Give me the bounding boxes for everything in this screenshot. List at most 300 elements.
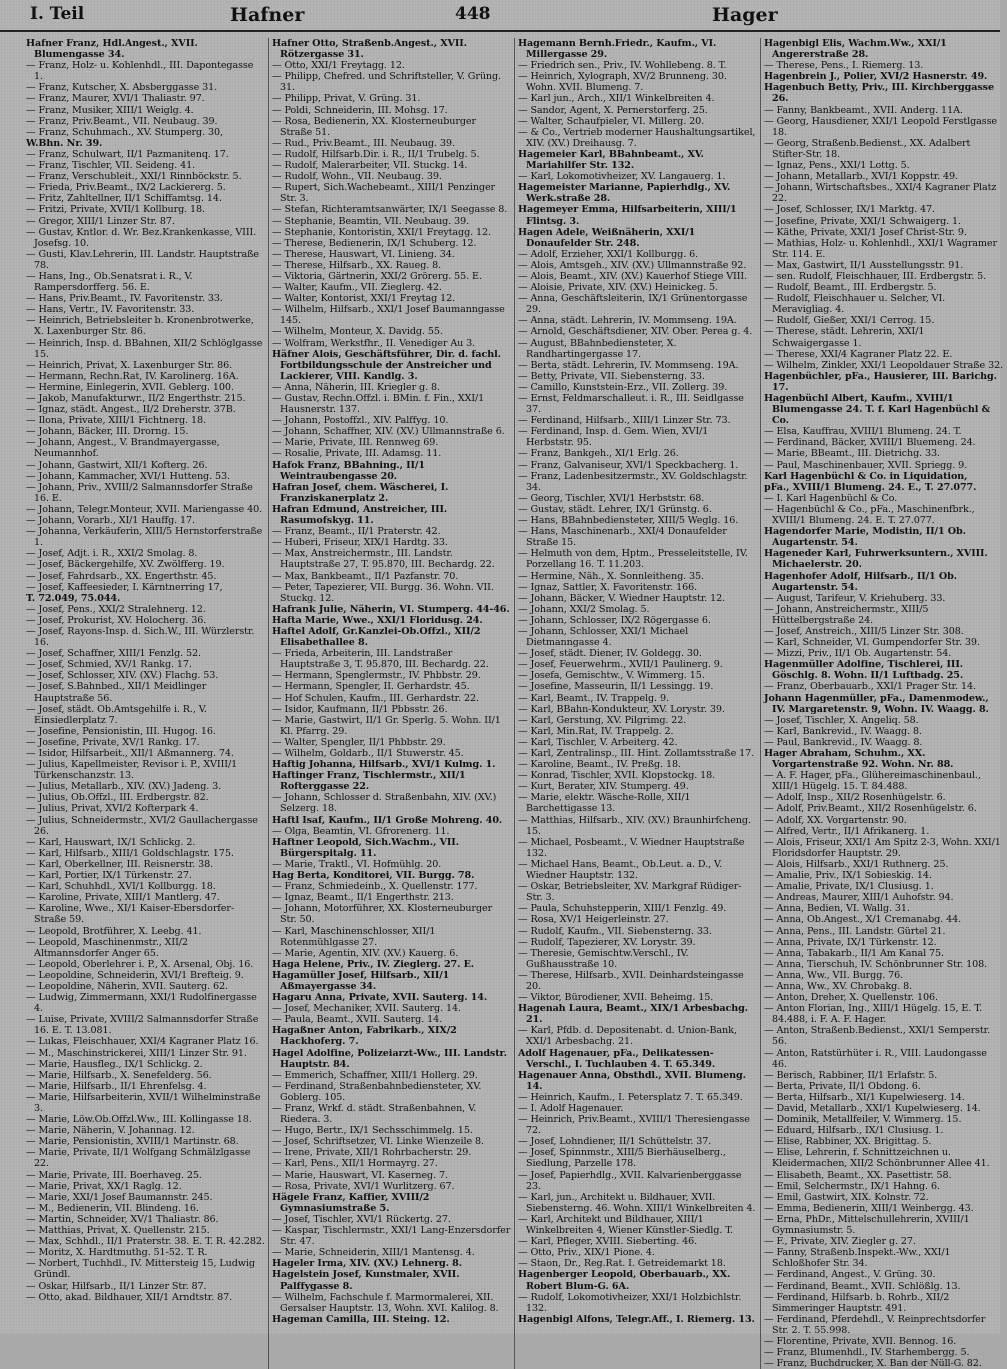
directory-entry: — Josefine, Private, XXI/1 Schwaigerg. 1. bbox=[764, 215, 961, 227]
directory-entry: — Georg, Hausdiener, XXI/1 Leopold Ferstlgasse 18. bbox=[764, 115, 998, 138]
directory-entry: — Mathias, Holz- u. Kohlenhdl., XXI/1 Wagramer Str. 114. E. bbox=[764, 237, 997, 260]
directory-entry: pFa., XVIII/1 Blumeng. 24. E., T. 27.077. bbox=[764, 481, 977, 493]
directory-entry: — Heinrich, Privat, X. Laxenburger Str. 86. bbox=[26, 359, 233, 371]
directory-entry: — Arnold, Geschäftsdiener, XIV. Ober. Perea g. 4. bbox=[518, 326, 753, 338]
column-2 bbox=[272, 38, 515, 1369]
directory-entry: — Elise, Rabbiner, XX. Brigittag. 5. bbox=[764, 1136, 932, 1148]
directory-entry: — Adolf, Insp., XII/2 Rosenhügelstr. 6. bbox=[764, 792, 946, 804]
directory-entry: — Josef, Schriftsetzer, VI. Linke Wienzeile 8. bbox=[272, 1136, 484, 1148]
directory-entry: Hagenberger Leopold, Oberbauarb., XX. Robert Blum-G. 6A. bbox=[518, 1269, 731, 1292]
directory-entry: — Josefine, Masseurin, II/1 Lessingg. 19. bbox=[518, 681, 714, 693]
directory-entry: — Frieda, Arbeiterin, III. Landstraßer Hauptstraße 3, T. 95.870, III. Bechardg. 22. bbox=[272, 648, 489, 671]
directory-entry: — Hermann, Rechn.Rat, IV. Karolinerg. 16A. bbox=[26, 370, 239, 382]
directory-entry: — Dominik, Metallfeiler, V. Wimmerg. 15. bbox=[764, 1114, 962, 1126]
directory-entry: — Johanna, Verkäuferin, XIII/5 Hernstorferstraße 1. bbox=[26, 526, 263, 549]
directory-entry: — Marie, BBeamt., III. Dietrichg. 33. bbox=[764, 448, 940, 460]
directory-entry: — Theresie, Gemischtw.Verschl., IV. Gußhausstraße 10. bbox=[518, 947, 689, 970]
directory-entry: — Viktor, Bürodiener, XVII. Beheimg. 15. bbox=[518, 992, 714, 1004]
directory-entry: Hagenah Laura, Beamt., XIX/1 Arbesbachg. 21. bbox=[518, 1003, 748, 1026]
directory-entry: Häfner Alois, Geschäftsführer, Dir. d. fachl. Fortbildungsschule der Anstreicher und Lackierer, VIII. Kandlg. 3. bbox=[272, 348, 501, 382]
directory-entry: — & Co., Vertrieb moderner Haushaltungsartikel, XIV. (XV.) Dreihausg. 7. bbox=[518, 126, 756, 149]
directory-entry: — Otto, XXI/1 Freytagg. 12. bbox=[272, 60, 405, 72]
directory-entry: — Anna, Ww., VII. Burgg. 76. bbox=[764, 969, 904, 981]
directory-entry: — Johann, Angest., V. Brandmayergasse, Neumannhof. bbox=[26, 437, 220, 460]
directory-entry: — Elise, Lehrerin, f. Schnittzeichnen u. Kleidermachen, XII/2 Schönbrunner Allee 41. bbox=[764, 1147, 990, 1170]
directory-entry: — Georg, Straßenb.Bedienst., XX. Adalbert Stifter-Str. 18. bbox=[764, 137, 971, 160]
directory-entry: — Leopold, Brotführer, X. Leebg. 41. bbox=[26, 925, 202, 937]
directory-entry: Hager Abraham, Schuhm., XX. Vorgartenstraße 92. Wohn. Nr. 88. bbox=[764, 748, 954, 771]
directory-entry: — Franz, Schulwart, II/1 Pazmanitenq. 17. bbox=[26, 148, 229, 160]
directory-entry: — Rudolf, Malerarbeiter, VII. Stuckg. 14. bbox=[272, 160, 468, 172]
directory-entry: — Therese, Hauswart, VI. Linieng. 34. bbox=[272, 248, 455, 260]
directory-entry: — M., Bedienerin, VII. Blindeng. 16. bbox=[26, 1202, 199, 1214]
directory-entry: — Josef, Anstreich., XIII/5 Linzer Str. 308. bbox=[764, 625, 964, 637]
directory-entry: — Berisch, Rabbiner, II/1 Erlafstr. 5. bbox=[764, 1069, 938, 1081]
directory-entry: — Kurt, Berater, XIV. Stumperg. 49. bbox=[518, 781, 689, 793]
directory-entry: — Wolfram, Werkstfhr., II. Venediger Au 3. bbox=[272, 337, 476, 349]
directory-entry: — Ferdinand, Bäcker, XVIII/1 Bluemeng. 24. bbox=[764, 437, 976, 449]
directory-entry: — Franz, Maurer, XVI/1 Thaliastr. 97. bbox=[26, 93, 205, 105]
directory-entry: — Karl, Zentralinsp., III. Hint. Zollamtsstraße 17. bbox=[518, 748, 755, 759]
directory-entry: — Fritzi, Private, XVII/1 Kollburg. 18. bbox=[26, 204, 205, 216]
directory-entry: — Therese, Hilfsarb., XVII. Deinhardsteingasse 20. bbox=[518, 969, 744, 992]
directory-entry: — Karl, Schuhhdl., XVI/1 Kollburgg. 18. bbox=[26, 881, 216, 893]
directory-entry: — Franz, Holz- u. Kohlenhdl., III. Dapontegasse 1. bbox=[26, 60, 254, 83]
directory-entry: — Fanny, Bankbeamt., XVII. Anderg. 11A. bbox=[764, 104, 963, 116]
header-left-name: Hafner bbox=[230, 4, 305, 26]
directory-entry: — Hagenbüchl & Co., pFa., Maschinenfbrk., XVIII/1 Blumeng. 24. E. T. 27.077. bbox=[764, 503, 975, 527]
directory-entry: — Karoline, Wwe., XI/1 Kaiser-Ebersdorfer-Straße 59. bbox=[26, 903, 234, 926]
directory-entry: — Max, Anstreichermstr., III. Landstr. Hauptstraße 27, T. 95.870, III. Bechardg. 22. bbox=[272, 548, 495, 571]
directory-entry: — Fanny, Straßenb.Inspekt.-Ww., XXI/1 Schloßhofer Str. 34. bbox=[764, 1247, 951, 1270]
directory-entry: — Ignaz, städt. Angest., II/2 Dreherstr. 37B. bbox=[26, 404, 236, 416]
directory-entry: — Max, Schhdl., II/1 Praterstr. 38. E. T. R. 42.282. bbox=[26, 1236, 265, 1248]
directory-entry: — Ignaz, Beamt., II/1 Engerthstr. 213. bbox=[272, 892, 454, 904]
directory-entry: Haftl Isaf, Kaufm., II/1 Große Mohreng. 40. bbox=[272, 814, 503, 826]
directory-entry: — Johann, Schlosser, XXI/1 Michael Dietmanngasse 4. bbox=[518, 625, 689, 649]
directory-entry: — Heinrich, Xylograph, XV/2 Brunneng. 30. Wohn. XVII. Blumeng. 7. bbox=[518, 71, 727, 94]
directory-entry: — Ferdinand, Insp. d. Gem. Wien, XVI/1 Herbststr. 95. bbox=[518, 426, 709, 449]
directory-entry: — Karl, Oberkellner, III. Reisnerstr. 38. bbox=[26, 858, 214, 870]
directory-entry: — Johann, Schlosser, IX/2 Rögergasse 6. bbox=[518, 614, 711, 626]
directory-entry: — Marie, Hilfsarb., X. Senefelderg. 56. bbox=[26, 1069, 212, 1081]
directory-entry: — Franz, Schmiedeinb., X. Quellenstr. 177. bbox=[272, 881, 478, 893]
directory-entry: — Wilhelm, Zinkler, XXI/1 Leopoldauer Straße 32. bbox=[764, 359, 1004, 371]
directory-entry: — Stephanie, Kontoristin, XXI/1 Freytagg. 12. bbox=[272, 226, 491, 238]
directory-entry: — Julius, Kapellmeister, Revisor i. P., XVIII/1 Türkenschanzstr. 13. bbox=[26, 759, 238, 782]
directory-entry: — Sandor, Agent, X. Pernerstorferg. 25. bbox=[518, 104, 708, 116]
directory-entry: — Philipp, Chefred. und Schriftsteller, V. Grüng. 31. bbox=[272, 71, 501, 94]
directory-entry: — Emmerich, Schaffner, XIII/1 Hollerg. 29. bbox=[272, 1069, 478, 1081]
directory-entry: — Käthe, Private, XXI/1 Josef Christ-Str. 9. bbox=[764, 226, 967, 238]
directory-entry: — Josef, Adjt. i. R., XXI/2 Smolag. 8. bbox=[26, 548, 198, 560]
directory-entry: — Hermann, Spengler, II. Gerhardstr. 45. bbox=[272, 681, 470, 693]
directory-entry: — Johann, Wirtschaftsbes., XXI/4 Kagraner Platz 22. bbox=[764, 182, 997, 205]
directory-entry: — Anna, Private, IX/1 Türkenstr. 12. bbox=[764, 936, 937, 948]
directory-entry: — Paula, Beamt., XVII. Sauterg. 14. bbox=[272, 1014, 443, 1026]
directory-entry: — Franz, Beamt., II/1 Praterstr. 42. bbox=[272, 526, 441, 538]
directory-entry: — Emil, Gastwirt, XIX. Kolnstr. 72. bbox=[764, 1191, 929, 1203]
directory-entry: — Hans, Vertr., IV. Favoritenstr. 33. bbox=[26, 304, 195, 316]
directory-entry: — Rudolf, Hilfsarb.Dir. i. R., II/1 Trubelg. 5. bbox=[272, 148, 480, 160]
directory-entry: — Julius, Metallarb., XIV. (XV.) Jadeng. 3. bbox=[26, 781, 222, 793]
directory-entry: — Franz, Musiker, XIII/1 Weiglg. 4. bbox=[26, 104, 194, 116]
part-label: I. Teil bbox=[30, 4, 85, 24]
directory-entry: — Wilhelm, Fachschule f. Marmormalerei, XII. Gersalser Hauptstr. 13, Wohn. XVI. Kalilog. 8. bbox=[272, 1291, 499, 1314]
directory-entry: — Ferdinand, Beamt., XVII. Schlößlg. 13. bbox=[764, 1280, 961, 1292]
directory-entry: — Staon, Dr., Reg.Rat. I. Getreidemarkt 18. bbox=[518, 1258, 726, 1270]
directory-entry: — Therese, XXI/4 Kagraner Platz 22. E. bbox=[764, 348, 953, 360]
directory-entry: — Josefine, Private, XV/1 Rankg. 17. bbox=[26, 736, 200, 748]
directory-entry: — I. Adolf Hagenauer. bbox=[518, 1103, 624, 1114]
directory-entry: — Hans, Priv.Beamt., IV. Favoritenstr. 33. bbox=[26, 293, 223, 305]
directory-entry: — Betty, Private, VII. Siebensterng. 33. bbox=[518, 370, 705, 382]
directory-entry: — Karl, Bankrevid., IV. Waagg. 8. bbox=[764, 725, 922, 737]
directory-entry: — Josef, Tischler, XVI/1 Rückertg. 27. bbox=[272, 1213, 451, 1225]
directory-entry: — Josef, Tischler, X. Angeliq. 58. bbox=[764, 714, 919, 726]
directory-entry: — Max, Bankbeamt., II/1 Pazfanstr. 70. bbox=[272, 570, 459, 582]
directory-entry: — Johann, Priv., XVIII/2 Salmannsdorfer Straße 16. E. bbox=[26, 481, 253, 504]
directory-entry: — Karl jun., Arch., XII/1 Winkelbreiten 4. bbox=[518, 93, 715, 105]
directory-entry: — Karl, Pfdb. d. Depositenabt. d. Union-Bank, XXI/1 Arbesbachg. 21. bbox=[518, 1025, 737, 1048]
directory-entry: — Johann, Gastwirt, XII/1 Kofterg. 26. bbox=[26, 459, 208, 471]
directory-entry: — Josefine, Pensionistin, III. Hugog. 16. bbox=[26, 725, 216, 737]
directory-entry: Hagenmüller Adolfine, Tischlerei, III. Göschlg. 8. Wohn. II/1 Luftbadg. 25. bbox=[764, 659, 964, 682]
directory-entry: — Anna, Näherin, III. Kriegler g. 8. bbox=[272, 381, 440, 393]
directory-entry: — Hugo, Bertr., IX/1 Sechsschimmelg. 15. bbox=[272, 1125, 473, 1137]
directory-entry: — Hof Schulen, Kaufm., III. Gerhardstr. 22. bbox=[272, 692, 479, 704]
directory-entry: — Leopoldine, Schneiderin, XVI/1 Brefteig. 9. bbox=[26, 969, 244, 981]
directory-entry: — Alois, Amtsgeh., XIV. (XV.) Ullmannstraße 92. bbox=[518, 259, 747, 271]
directory-entry: Hagel Adolfine, Polizeiarzt-Ww., III. Landstr. Hauptstr. 84. bbox=[272, 1047, 507, 1070]
directory-entry: — Walter, Schaufpieler, VI. Millerg. 20. bbox=[518, 115, 705, 127]
directory-entry: — Rudolf, Lokomotivheizer, XXI/1 Holzbichlstr. 132. bbox=[518, 1291, 742, 1314]
directory-entry: — Anton, Dreher, X. Quellenstr. 106. bbox=[764, 992, 938, 1004]
directory-entry: — Franz, Priv.Beamt., VII. Neubaug. 39. bbox=[26, 115, 218, 127]
directory-entry: Hagenhofer Adolf, Hilfsarb., II/1 Ob. Augartenstr. 54. bbox=[764, 570, 957, 593]
directory-entry: — Josef, Pens., XXI/2 Stralehnerg. 12. bbox=[26, 603, 206, 615]
directory-entry: — Berta, Private, II/1 Obdong. 6. bbox=[764, 1080, 921, 1092]
directory-entry: — Karl, Architekt und Bildhauer, XIII/1 Winkelbreiten 4, Wiener Künstler-Siedlg. T. bbox=[518, 1213, 734, 1237]
directory-entry: — Gregor, XIII/1 Linzer Str. 87. bbox=[26, 215, 175, 227]
directory-entry: — Rud., Priv.Beamt., III. Neubaug. 39. bbox=[272, 137, 455, 149]
directory-entry: — Josef, Schmied, XV/1 Rankg. 17. bbox=[26, 659, 192, 671]
directory-entry: Hagenbuch Betty, Priv., III. Kirchberggasse 26. bbox=[764, 82, 994, 105]
directory-entry: — Johann, Schlosser d. Straßenbahn, XIV. (XV.) Selzerg. 18. bbox=[272, 792, 497, 815]
directory-entry: — Hans, Maschinenarb., XXI/4 Donaufelder Straße 15. bbox=[518, 526, 727, 549]
column-1 bbox=[26, 38, 269, 1369]
directory-entry: — August, BBahnbediensteter, X. Randhartingergasse 17. bbox=[518, 337, 677, 360]
directory-entry: Hafta Marie, Wwe., XXI/1 Floridusg. 24. bbox=[272, 614, 483, 626]
directory-entry: — Marie, elektr. Wäsche-Rolle, XII/1 Barchettigasse 13. bbox=[518, 792, 691, 815]
directory-entry: — Marie, Privat, XX/1 Raglg. 12. bbox=[26, 1180, 182, 1192]
directory-entry: — Jakob, Manufakturwr., II/2 Engerthstr. 215. bbox=[26, 393, 246, 404]
directory-entry: — Ernst, Feldmarschalleut. i. R., III. Seidlgasse 37. bbox=[518, 393, 744, 416]
directory-entry: — Marie, Pensionistin, XVIII/1 Martinstr. 68. bbox=[26, 1136, 239, 1148]
directory-entry: — Marie, Private, III. Rennweg 69. bbox=[272, 437, 439, 449]
directory-entry: Hagamüller Josef, Hilfsarb., XII/1 Aßmayergasse 34. bbox=[272, 969, 450, 992]
directory-entry: — Rosalie, Private, III. Adamsg. 11. bbox=[272, 448, 442, 460]
directory-entry: Haftinger Franz, Tischlermstr., XII/1 Rofterggasse 22. bbox=[272, 770, 466, 793]
directory-entry: — Georg, Tischler, XVI/1 Herbststr. 68. bbox=[518, 492, 705, 504]
directory-entry: — Martin, Schneider, XV/1 Thaliastr. 86. bbox=[26, 1213, 219, 1225]
directory-entry: Hag Berta, Konditorei, VII. Burgg. 78. bbox=[272, 870, 475, 882]
directory-entry: — Josef, Bäckergehilfe, XV. Zwölfferg. 19. bbox=[26, 559, 225, 571]
directory-entry: — Heinrich, Betriebsleiter b. Kronenbrotwerke, X. Laxenburger Str. 86. bbox=[26, 315, 254, 338]
directory-entry: — Karoline, Beamt., IV. Preßg. 18. bbox=[518, 759, 681, 771]
directory-entry: — Karl, Schneider, VI. Gumpendorfer Str. 39. bbox=[764, 637, 980, 649]
directory-entry: — Michael, Posbeamt., V. Wiedner Hauptstraße 132. bbox=[518, 836, 745, 859]
directory-entry: — Julius, Schneidermstr., XVI/2 Gaullachergasse 26. bbox=[26, 814, 258, 837]
directory-entry: — Gusti, Klav.Lehrerin, III. Landstr. Hauptstraße 78. bbox=[26, 248, 259, 271]
directory-entry: — Helmuth von dem, Hptm., Presseleitstelle, IV. Porzellang 16. T. 11.203. bbox=[518, 548, 748, 571]
directory-entry: — Irene, Private, XII/1 Rohrbacherstr. 29. bbox=[272, 1147, 472, 1159]
directory-entry: — Ferdinand, Hilfsarb. b. Rohrb., XII/2 Simmeringer Hauptstr. 491. bbox=[764, 1291, 950, 1314]
directory-entry: — Therese, Pens., I. Riemerg. 13. bbox=[764, 60, 924, 72]
directory-entry: — Friedrich sen., Priv., IV. Wohllebeng. 8. T. bbox=[518, 60, 727, 72]
directory-entry: — Rosa, Private, XVI/1 Wurlitzerg. 67. bbox=[272, 1180, 455, 1192]
directory-entry: — Franz, Blumenhdl., IV. Starhembergg. 5. bbox=[764, 1347, 970, 1359]
directory-entry: — Stephanie, Beamtin, VII. Neubaug. 39. bbox=[272, 215, 470, 227]
directory-entry: — Karl, Hauswart, IX/1 Schlickg. 2. bbox=[26, 836, 196, 848]
directory-entry: — Karl, Gerstung, XV. Pilgrimg. 22. bbox=[518, 714, 687, 726]
directory-entry: — Anton, Ratstürhüter i. R., VIII. Laudongasse 46. bbox=[764, 1047, 987, 1070]
column-4 bbox=[764, 38, 1007, 1369]
directory-entry: Hagemeyer Emma, Hilfsarbeiterin, XIII/1 Flintsg. 3. bbox=[518, 204, 737, 227]
directory-entry: Hageler Irma, XIV. (XV.) Lehnerg. 8. bbox=[272, 1258, 462, 1270]
directory-entry: — Emil, Selchermstr., IX/1 Hahng. 6. bbox=[764, 1180, 940, 1192]
directory-entry: — Amalie, Priv., IX/1 Sobieskig. 14. bbox=[764, 870, 932, 882]
directory-entry: — Johann, Anstreichermstr., XIII/5 Hüttelbergstraße 24. bbox=[764, 603, 929, 626]
directory-entry: — Ignaz, Pens., XXI/1 Lottg. 5. bbox=[764, 160, 910, 172]
directory-entry: — Karl, Tischler, V. Arbeiterg. 42. bbox=[518, 736, 678, 748]
directory-entry: — Johann, Bäcker, V. Wiedner Hauptstr. 12. bbox=[518, 592, 726, 604]
directory-entry: — Anna, Pens., III. Landstr. Gürtel 21. bbox=[764, 925, 946, 937]
directory-entry: — Franz, Bankgeh., XI/1 Erlg. 26. bbox=[518, 448, 679, 460]
directory-columns bbox=[26, 38, 1004, 1369]
directory-entry: — Johann, Telegr.Monteur, XVII. Mariengasse 40. bbox=[26, 503, 263, 515]
directory-entry: — Gustav, Kntlor. d. Wr. Bez.Krankenkasse, VIII. Josefsg. 10. bbox=[26, 226, 257, 249]
directory-entry: — Stefan, Richteramtsanwärter, IX/1 Seegasse 8. bbox=[272, 204, 508, 216]
directory-entry: — Gustav, städt. Lehrer, IX/1 Grünstg. 6. bbox=[518, 503, 712, 515]
directory-entry: — Therese, Hilfsarb., XX. Raueg. 8. bbox=[272, 259, 442, 271]
directory-entry: — Alois, Hilfsarb., XXI/1 Ruthnerg. 25. bbox=[764, 858, 949, 870]
directory-entry: — Josef, Prokurist, XV. Holocherg. 36. bbox=[26, 614, 207, 626]
directory-entry: — A. F. Hager, pFa., Glühereimaschinenbaul., XIII/1 Hügelg. 15. T. 84.488. bbox=[764, 770, 981, 793]
directory-entry: — Adolf, Erzieher, XXI/1 Kollburgg. 6. bbox=[518, 248, 699, 260]
directory-entry: Hafrank Julie, Näherin, VI. Stumperg. 44-46. bbox=[272, 603, 510, 615]
directory-entry: — Anna, Geschäftsleiterin, IX/1 Grünentorgasse 29. bbox=[518, 293, 748, 316]
directory-entry: Hagenbrein J., Polier, XVI/2 Hasnerstr. 49. bbox=[764, 71, 988, 83]
directory-entry: — Therese, städt. Lehrerin, XXI/1 Schwaigergasse 1. bbox=[764, 326, 925, 349]
directory-entry: Hagendorfer Marie, Modistin, II/1 Ob. Augartenstr. 54. bbox=[764, 526, 966, 549]
directory-entry: — Ferdinand, Straßenbahnbediensteter, XV. Goblerg. 105. bbox=[272, 1080, 482, 1103]
directory-entry: — Franz, Wrkf. d. städt. Straßenbahnen, V. Riedera. 3. bbox=[272, 1103, 477, 1126]
directory-entry: — Oskar, Hilfsarb., II/1 Linzer Str. 87. bbox=[26, 1280, 207, 1292]
directory-entry: — Max, Gastwirt, II/1 Ausstellungsstr. 91. bbox=[764, 259, 964, 271]
directory-entry: — Leopoldine, Näherin, XVII. Sauterg. 62. bbox=[26, 980, 228, 992]
directory-entry: — Elsa, Kauffrau, XVIII/1 Blumeng. 24. T. bbox=[764, 426, 962, 438]
directory-entry: — Walter, Kaufm., VII. Zieglerg. 42. bbox=[272, 282, 442, 294]
directory-entry: — Josef, Schaffner, XIII/1 Fenzlg. 52. bbox=[26, 648, 201, 660]
directory-entry: — Moritz, X. Hardtmuthg. 51-52. T. R. bbox=[26, 1247, 208, 1259]
directory-entry: — Alois, Friseur, XXI/1 Am Spitz 2-3, Wohn. XXI/1 Floridsdorfer Hauptstr. 29. bbox=[764, 836, 1001, 859]
directory-entry: — Josef, Schlosser, XIV. (XV.) Flachg. 53. bbox=[26, 670, 219, 682]
directory-entry: — Luise, Private, XVIII/2 Salmannsdorfer Straße 16. E. T. 13.081. bbox=[26, 1014, 259, 1037]
directory-entry: — Rupert, Sich.Wachebeamt., XIII/1 Penzinger Str. 3. bbox=[272, 182, 496, 205]
directory-entry: — Josef, Fahrdsarb., XX. Engerthstr. 45. bbox=[26, 570, 217, 582]
directory-entry: — Adolf, Priv.Beamt., XII/2 Rosenhügelstr. 6. bbox=[764, 803, 977, 815]
directory-entry: — Emma, Bedienerin, XIII/1 Weinbergg. 43. bbox=[764, 1202, 974, 1214]
directory-entry: — Matthias, Hilfsarb., XIV. (XV.) Braunhirfcheng. 15. bbox=[518, 814, 751, 837]
directory-entry: — Otto, Priv., XIX/1 Pione. 4. bbox=[518, 1247, 655, 1259]
directory-entry: — Paul, Bankrevid., IV. Waagg. 8. bbox=[764, 736, 923, 748]
directory-entry: Hagemann Bernh.Friedr., Kaufm., VI. Millergasse 29. bbox=[518, 38, 717, 61]
directory-entry: — Ferdinand, Hilfsarb., XIII/1 Linzer Str. 73. bbox=[518, 415, 731, 427]
directory-entry: Hagenbigl Alfons, Telegr.Aff., I. Riemerg. 13. bbox=[518, 1313, 755, 1325]
column-3 bbox=[518, 38, 761, 1369]
directory-entry: — Josef, Papierhdlg., XVII. Kalvarienberggasse 23. bbox=[518, 1169, 742, 1192]
directory-entry: — Franz, Ladenbesitzermstr., XV. Goldschlagstr. 34. bbox=[518, 470, 748, 493]
directory-entry: — F., Private, XIV. Ziegler g. 27. bbox=[764, 1236, 916, 1248]
directory-entry: — Olga, Beamtin, VI. Gfrorenerg. 11. bbox=[272, 825, 450, 837]
directory-entry: — Johann, Kammacher, XVI/1 Hutteng. 53. bbox=[26, 470, 230, 482]
directory-entry: — Julius, Privat, XVI/2 Kofterpark 4. bbox=[26, 803, 199, 815]
directory-entry: — Karl, BBahn-Kondukteur, XV. Lorystr. 39. bbox=[518, 703, 725, 715]
directory-entry: — Johann, Metallarb., XVI/1 Koppstr. 49. bbox=[764, 171, 958, 183]
directory-entry: — Berta, Hilfsarb., XI/1 Kupelwieserg. 14. bbox=[764, 1091, 965, 1103]
directory-entry: Haga Helene, Priv., IV. Zieglerg. 27. E. bbox=[272, 958, 475, 970]
directory-entry: — I. Karl Hagenbüchl & Co. bbox=[764, 492, 898, 504]
directory-entry: — Rudolf, Fleischhauer u. Selcher, VI. Meravigliag. 4. bbox=[764, 293, 946, 316]
directory-entry: — Karl, Beamt., IV. Trappelg. 9. bbox=[518, 692, 669, 704]
directory-entry: — Ludwig, Zimmermann, XXI/1 Rudolfinergasse 4. bbox=[26, 992, 257, 1015]
directory-entry: — Franz, Schuhmach., XV. Stumperg. 30, bbox=[26, 126, 223, 138]
directory-entry: — Anna, Tierschuh, IV. Schönbrunner Str. 108. bbox=[764, 958, 988, 970]
directory-entry: — Paul, Maschinenbauer, XVII. Spriegg. 9. bbox=[764, 459, 968, 471]
directory-entry: — Kaspar, Tischlermstr., XXI/1 Lang-Enzersdorfer Str. 47. bbox=[272, 1225, 511, 1248]
directory-entry: — Karl, Lokomotivheizer, XV. Langauerg. 1. bbox=[518, 171, 726, 183]
directory-entry: — Leopold, Maschinenmstr., XII/2 Altmannsdorfer Anger 65. bbox=[26, 936, 188, 959]
directory-entry: Hageman Camilla, III. Steing. 12. bbox=[272, 1313, 450, 1325]
directory-entry: — Josef, Schlosser, IX/1 Marktg. 47. bbox=[764, 204, 935, 216]
directory-entry: Hafran Josef, chem. Wäscherei, I. Franziskanerplatz 2. bbox=[272, 481, 449, 504]
directory-entry: — Marie, XXI/1 Josef Baumannstr. 245. bbox=[26, 1191, 213, 1203]
directory-entry: — Andreas, Maurer, XIII/1 Auhofstr. 94. bbox=[764, 892, 954, 904]
directory-entry: Hageneder Karl, Fuhrwerksuntern., XVIII. Michaelerstr. 20. bbox=[764, 548, 988, 571]
directory-entry: — Karl, Portier, IX/1 Türkenstr. 27. bbox=[26, 870, 192, 882]
directory-entry: — Franz, Oberbauarb., XXI/1 Prager Str. 14. bbox=[764, 681, 976, 693]
directory-entry: Hafner Franz, Hdl.Angest., XVII. Blumengasse 34. bbox=[26, 38, 198, 61]
directory-entry: Hagemeister Marianne, Papierhdlg., XV. Werk.straße 28. bbox=[518, 182, 731, 205]
directory-entry: — Josef, Feuerwehrm., XVII/1 Paulinerg. 9. bbox=[518, 659, 723, 671]
directory-entry: Hagaßner Anton, Fabrikarb., XIX/2 Hackhoferg. 7. bbox=[272, 1025, 457, 1048]
directory-entry: — Karl, Maschinenschlosser, XII/1 Rotenmühlgasse 27. bbox=[272, 925, 436, 948]
directory-entry: — Elisabeth, Beamt., XX. Pasettistr. 58. bbox=[764, 1169, 952, 1181]
directory-entry: Hafok Franz, BBahning., II/1 Weintraubengasse 20. bbox=[272, 459, 425, 482]
directory-entry: — Viktoria, Gärtnerin, XXI/2 Grörerg. 55. E. bbox=[272, 270, 482, 282]
directory-entry: — Michael Hans, Beamt., Ob.Leut. a. D., V. Wiedner Hauptstr. 132. bbox=[518, 858, 723, 882]
directory-entry: — Rudolf, Gießer, XXI/1 Cerrog. 15. bbox=[764, 315, 935, 327]
directory-entry: — Marie, Agentin, XIV. (XV.) Kauerg. 6. bbox=[272, 947, 459, 959]
directory-entry: — Wilhelm, Hilfsarb., XXI/1 Josef Baumanngasse 145. bbox=[272, 304, 505, 327]
directory-entry: — Hermann, Spenglermstr., IV. Phbbstr. 29. bbox=[272, 670, 481, 682]
directory-entry: — Isidor, Hilfsarbeit., XII/1 Aßmannerg. 74. bbox=[26, 748, 234, 759]
directory-entry: Adolf Hagenauer, pFa., Delikatessen-Verschl., I. Tuchlauben 4. T. 65.349. bbox=[518, 1047, 716, 1070]
directory-entry: Haftig Johanna, Hilfsarb., XVI/1 Kulmg. 1. bbox=[272, 759, 496, 771]
directory-entry: — Karl, jun., Architekt u. Bildhauer, XVII. Siebensterng. 46. Wohn. XIII/1 Winkelbreiten 4. bbox=[518, 1191, 756, 1214]
directory-entry: — Josef, Kaffeesieder, I. Kärntnerring 17, bbox=[26, 581, 223, 593]
directory-entry: — Johann, Motorführer, XX. Klosterneuburger Str. 50. bbox=[272, 903, 493, 926]
directory-entry: — Aloisie, Private, XIV. (XV.) Heinickeg. 5. bbox=[518, 282, 718, 294]
directory-entry: — Frieda, Priv.Beamt., IX/2 Lackiererg. 5. bbox=[26, 182, 226, 194]
directory-entry: — Camillo, Kunststein-Erz., VII. Zollerg. 39. bbox=[518, 381, 728, 393]
directory-entry: — Leopold, Oberlehrer i. P., X. Arsenal, Obj. 16. bbox=[26, 958, 254, 970]
directory-entry: — Ferdinand, Pferdehdl., V. Reinprechtsdorfer Str. 2. T. 55.998. bbox=[764, 1313, 986, 1336]
directory-entry: — Eduard, Hilfsarb., IX/1 Clusiusg. 1. bbox=[764, 1125, 944, 1137]
directory-entry: Hagaru Anna, Private, XVII. Sauterg. 14. bbox=[272, 992, 488, 1004]
directory-entry: — Marie, Private, III. Boerhaveg. 25. bbox=[26, 1169, 202, 1181]
directory-entry: Johann Hagenmüller, pFa., Damenmodew., IV. Margaretenstr. 9, Wohn. IV. Waagg. 8. bbox=[764, 692, 989, 715]
directory-entry: — Hans, Ing., Ob.Senatsrat i. R., V. Rampersdorfferg. 56. E. bbox=[26, 270, 193, 294]
directory-entry: W.Bhn. Nr. 39. bbox=[26, 137, 103, 149]
directory-entry: Hafran Edmund, Anstreicher, III. Rasumofskyg. 11. bbox=[272, 503, 448, 527]
directory-entry: — Julius, Ob.Offzl., III. Erdbergstr. 82. bbox=[26, 792, 209, 804]
directory-entry: — Ignaz, Sattler, X. Favoritenstr. 166. bbox=[518, 581, 698, 593]
directory-entry: — Marie, Hauswart, VI. Kaserneg. 7. bbox=[272, 1169, 448, 1181]
directory-entry: — Johann, XXI/2 Smolag. 5. bbox=[518, 603, 650, 615]
directory-entry: — Hans, BBahnbediensteter, XIII/5 Weglg. 16. bbox=[518, 515, 739, 527]
directory-entry: T. 72.049, 75.044. bbox=[26, 592, 121, 604]
directory-entry: — Josef, S.Bahnbed., XII/1 Meidlinger Hauptstraße 56. bbox=[26, 681, 207, 704]
directory-entry: — Johann, Bäcker, III. Drorng. 15. bbox=[26, 426, 189, 438]
directory-entry: Hagen Adele, Weißnäherin, XXI/1 Donaufelder Str. 248. bbox=[518, 226, 696, 249]
directory-entry: — Marie, Schneiderin, XIII/1 Mantensg. 4. bbox=[272, 1247, 475, 1259]
directory-entry: — Adolf, XX. Vorgartenstr. 90. bbox=[764, 814, 907, 826]
directory-entry: — Franz, Galvaniseur, XVI/1 Speckbacherg. 1. bbox=[518, 459, 739, 471]
directory-entry: — Marie, Näherin, V. Johannag. 12. bbox=[26, 1125, 195, 1137]
directory-entry: — Norbert, Tuchhdl., IV. Mittersteig 15, Ludwig Gründl. bbox=[26, 1258, 255, 1281]
directory-entry: — Karoline, Private, XIII/1 Mantlerg. 47. bbox=[26, 892, 220, 904]
directory-entry: Hägele Franz, Kaffier, XVIII/2 Gymnasiumstraße 5. bbox=[272, 1191, 430, 1214]
directory-entry: — M., Maschinstrickerei, XIII/1 Linzer Str. 91. bbox=[26, 1047, 247, 1059]
directory-entry: — David, Metallarb., XXI/1 Kupelwieserg. 14. bbox=[764, 1103, 981, 1114]
directory-entry: — Walter, Spengler, II/1 Phbbstr. 29. bbox=[272, 736, 446, 748]
directory-entry: — Josefa, Gemischtw., V. Wimmerg. 15. bbox=[518, 670, 705, 682]
directory-entry: — Gustav, Rechn.Offzl. i. BMin. f. Fin., XXI/1 Hausnerstr. 137. bbox=[272, 393, 485, 416]
page-header bbox=[0, 0, 1000, 32]
directory-entry: — Poldi, Schneiderin, III. Mohsg. 17. bbox=[272, 104, 448, 116]
directory-entry: Haftner Leopold, Sich.Wachm., VII. Bürgerspitalg. 11. bbox=[272, 836, 459, 859]
directory-entry: — Ferdinand, Angest., V. Grüng. 30. bbox=[764, 1269, 936, 1281]
directory-entry: — Johann, Schaffner, XIV. (XV.) Ullmannstraße 6. bbox=[272, 426, 505, 438]
directory-entry: — Heinrich, Priv.Beamt., XVIII/1 Theresiengasse 72. bbox=[518, 1114, 750, 1137]
directory-entry: — Rudolf, Beamt., III. Erdbergstr. 5. bbox=[764, 282, 937, 294]
directory-entry: — Josef, Mechaniker, XVII. Sauterg. 14. bbox=[272, 1003, 461, 1015]
directory-entry: Haftel Adolf, Gr.Kanzlei-Ob.Offzl., XII/2 Elisabethallee 8. bbox=[272, 625, 481, 649]
directory-entry: — Walter, Kontorist, XXI/1 Freytag 12. bbox=[272, 293, 456, 305]
directory-entry: — Anna, Tabakarb., II/1 Am Kanal 75. bbox=[764, 947, 944, 959]
directory-entry: — Konrad, Tischler, XVII. Klopstockg. 18. bbox=[518, 770, 716, 782]
directory-entry: — Florentine, Private, XVII. Bennog. 16. bbox=[764, 1335, 957, 1347]
directory-entry: — Rosa, Bedienerin, XX. Klosterneuburger Straße 51. bbox=[272, 115, 476, 138]
directory-entry: — Oskar, Betriebsleiter, XV. Markgraf Rüdiger-Str. 3. bbox=[518, 881, 742, 904]
directory-entry: — Rudolf, Tapezierer, XV. Lorystr. 39. bbox=[518, 936, 696, 948]
directory-entry: — Anna, Ww., XV. Chrobakg. 8. bbox=[764, 980, 913, 992]
directory-entry: Hagenbüchler, pFa., Hausierer, III. Barichg. 17. bbox=[764, 370, 997, 393]
directory-entry: — Anton Florian, Ing., XIII/1 Hügelg. 15, E. T. 84.488, i. F. A. F. Hager. bbox=[764, 1003, 983, 1026]
directory-entry: — Hermine, Näh., X. Sonnleitheng. 35. bbox=[518, 570, 704, 582]
